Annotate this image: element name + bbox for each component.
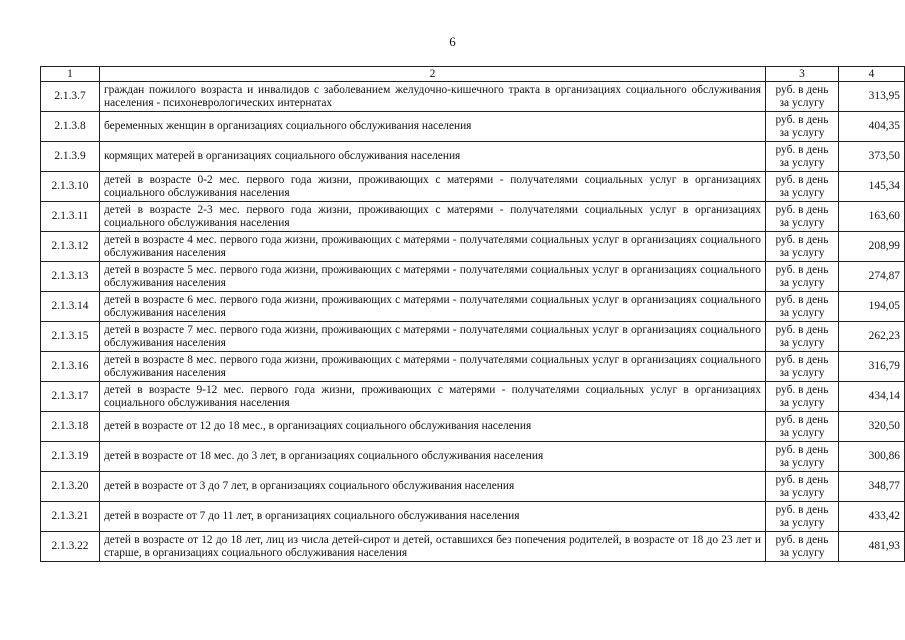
unit-line: за услугу (779, 486, 825, 499)
service-code: 2.1.3.9 (41, 142, 100, 172)
unit-of-measure (766, 352, 839, 382)
unit-line: за услугу (779, 306, 825, 319)
table-body (41, 82, 905, 562)
service-description: детей в возрасте 0-2 мес. первого года жизни, проживающих с матерями - получателями социальных услуг в организациях социального обслуживания населения (100, 172, 766, 202)
table-row (41, 322, 905, 352)
price-value: 433,42 (839, 502, 905, 532)
service-description: граждан пожилого возраста и инвалидов с заболеванием желудочно-кишечного тракта в организациях социального обслуживания населения - психоневрологических интернатах (100, 82, 766, 112)
table-row (41, 112, 905, 142)
unit-line: за услугу (779, 336, 825, 349)
unit-of-measure (766, 112, 839, 142)
service-code: 2.1.3.8 (41, 112, 100, 142)
service-description: детей в возрасте 9-12 мес. первого года жизни, проживающих с матерями - получателями социальных услуг в организациях социального обслуживания населения (100, 382, 766, 412)
service-code: 2.1.3.22 (41, 532, 100, 562)
price-value: 163,60 (839, 202, 905, 232)
service-description: детей в возрасте 7 мес. первого года жизни, проживающих с матерями - получателями социальных услуг в организациях социального обслуживания населения (100, 322, 766, 352)
table-row (41, 442, 905, 472)
unit-line: за услугу (779, 516, 825, 529)
unit-of-measure (766, 262, 839, 292)
price-value: 262,23 (839, 322, 905, 352)
unit-line: за услугу (779, 456, 825, 469)
table-row (41, 382, 905, 412)
unit-line: руб. в день (775, 203, 829, 216)
price-value: 481,93 (839, 532, 905, 562)
unit-line: руб. в день (775, 443, 829, 456)
unit-line: руб. в день (775, 293, 829, 306)
price-value: 434,14 (839, 382, 905, 412)
price-value: 300,86 (839, 442, 905, 472)
unit-of-measure (766, 472, 839, 502)
service-code: 2.1.3.10 (41, 172, 100, 202)
table-row (41, 202, 905, 232)
column-header: 4 (839, 67, 905, 82)
table-row (41, 232, 905, 262)
unit-of-measure (766, 292, 839, 322)
price-value: 320,50 (839, 412, 905, 442)
service-code: 2.1.3.14 (41, 292, 100, 322)
service-description: детей в возрасте от 3 до 7 лет, в организациях социального обслуживания населения (100, 472, 766, 502)
service-code: 2.1.3.18 (41, 412, 100, 442)
price-value: 208,99 (839, 232, 905, 262)
table-header-row (41, 67, 905, 82)
service-code: 2.1.3.11 (41, 202, 100, 232)
table-row (41, 502, 905, 532)
unit-line: руб. в день (775, 83, 829, 96)
unit-of-measure (766, 322, 839, 352)
unit-line: за услугу (779, 96, 825, 109)
table-row (41, 532, 905, 562)
unit-line: руб. в день (775, 323, 829, 336)
unit-of-measure (766, 172, 839, 202)
unit-line: за услугу (779, 366, 825, 379)
column-header: 3 (766, 67, 839, 82)
service-description: детей в возрасте 6 мес. первого года жизни, проживающих с матерями - получателями социальных услуг в организациях социального обслуживания населения (100, 292, 766, 322)
service-code: 2.1.3.17 (41, 382, 100, 412)
unit-of-measure (766, 202, 839, 232)
unit-of-measure (766, 382, 839, 412)
table-row (41, 292, 905, 322)
unit-of-measure (766, 532, 839, 562)
service-description: детей в возрасте от 18 мес. до 3 лет, в организациях социального обслуживания населения (100, 442, 766, 472)
table-row (41, 262, 905, 292)
unit-line: руб. в день (775, 473, 829, 486)
unit-of-measure (766, 82, 839, 112)
unit-line: за услугу (779, 396, 825, 409)
service-description: детей в возрасте 5 мес. первого года жизни, проживающих с матерями - получателями социальных услуг в организациях социального обслуживания населения (100, 262, 766, 292)
unit-line: за услугу (779, 126, 825, 139)
price-value: 145,34 (839, 172, 905, 202)
column-header: 1 (41, 67, 100, 82)
unit-line: руб. в день (775, 263, 829, 276)
price-value: 194,05 (839, 292, 905, 322)
unit-line: руб. в день (775, 383, 829, 396)
service-code: 2.1.3.7 (41, 82, 100, 112)
table-row (41, 142, 905, 172)
service-code: 2.1.3.15 (41, 322, 100, 352)
unit-of-measure (766, 502, 839, 532)
service-description: детей в возрасте от 7 до 11 лет, в организациях социального обслуживания населения (100, 502, 766, 532)
service-description: беременных женщин в организациях социального обслуживания населения (100, 112, 766, 142)
unit-line: руб. в день (775, 143, 829, 156)
price-value: 274,87 (839, 262, 905, 292)
table-row (41, 172, 905, 202)
unit-of-measure (766, 142, 839, 172)
service-code: 2.1.3.20 (41, 472, 100, 502)
service-description: детей в возрасте 8 мес. первого года жизни, проживающих с матерями - получателями социальных услуг в организациях социального обслуживания населения (100, 352, 766, 382)
price-value: 316,79 (839, 352, 905, 382)
service-description: детей в возрасте от 12 до 18 мес., в организациях социального обслуживания населения (100, 412, 766, 442)
tariff-table (40, 66, 905, 562)
unit-line: за услугу (779, 156, 825, 169)
page-number: 6 (449, 34, 456, 49)
price-value: 348,77 (839, 472, 905, 502)
unit-of-measure (766, 442, 839, 472)
table-row (41, 472, 905, 502)
table-row (41, 82, 905, 112)
service-code: 2.1.3.19 (41, 442, 100, 472)
service-code: 2.1.3.13 (41, 262, 100, 292)
unit-line: руб. в день (775, 413, 829, 426)
unit-line: руб. в день (775, 533, 829, 546)
unit-line: за услугу (779, 246, 825, 259)
price-value: 313,95 (839, 82, 905, 112)
service-description: детей в возрасте 2-3 мес. первого года жизни, проживающих с матерями - получателями социальных услуг в организациях социального обслуживания населения (100, 202, 766, 232)
table-row (41, 412, 905, 442)
unit-line: за услугу (779, 426, 825, 439)
unit-line: руб. в день (775, 113, 829, 126)
column-header: 2 (100, 67, 766, 82)
unit-line: руб. в день (775, 173, 829, 186)
service-description: детей в возрасте 4 мес. первого года жизни, проживающих с матерями - получателями социальных услуг в организациях социального обслуживания населения (100, 232, 766, 262)
service-code: 2.1.3.12 (41, 232, 100, 262)
service-code: 2.1.3.21 (41, 502, 100, 532)
unit-of-measure (766, 412, 839, 442)
unit-line: за услугу (779, 216, 825, 229)
service-description: кормящих матерей в организациях социального обслуживания населения (100, 142, 766, 172)
unit-line: руб. в день (775, 353, 829, 366)
table-row (41, 352, 905, 382)
unit-line: за услугу (779, 276, 825, 289)
service-description: детей в возрасте от 12 до 18 лет, лиц из числа детей-сирот и детей, оставшихся без попечения родителей, в возрасте от 18 до 23 лет и старше, в организациях социального обслуживания населения (100, 532, 766, 562)
unit-line: за услугу (779, 186, 825, 199)
unit-of-measure (766, 232, 839, 262)
price-value: 404,35 (839, 112, 905, 142)
unit-line: руб. в день (775, 233, 829, 246)
unit-line: руб. в день (775, 503, 829, 516)
unit-line: за услугу (779, 546, 825, 559)
price-value: 373,50 (839, 142, 905, 172)
service-code: 2.1.3.16 (41, 352, 100, 382)
